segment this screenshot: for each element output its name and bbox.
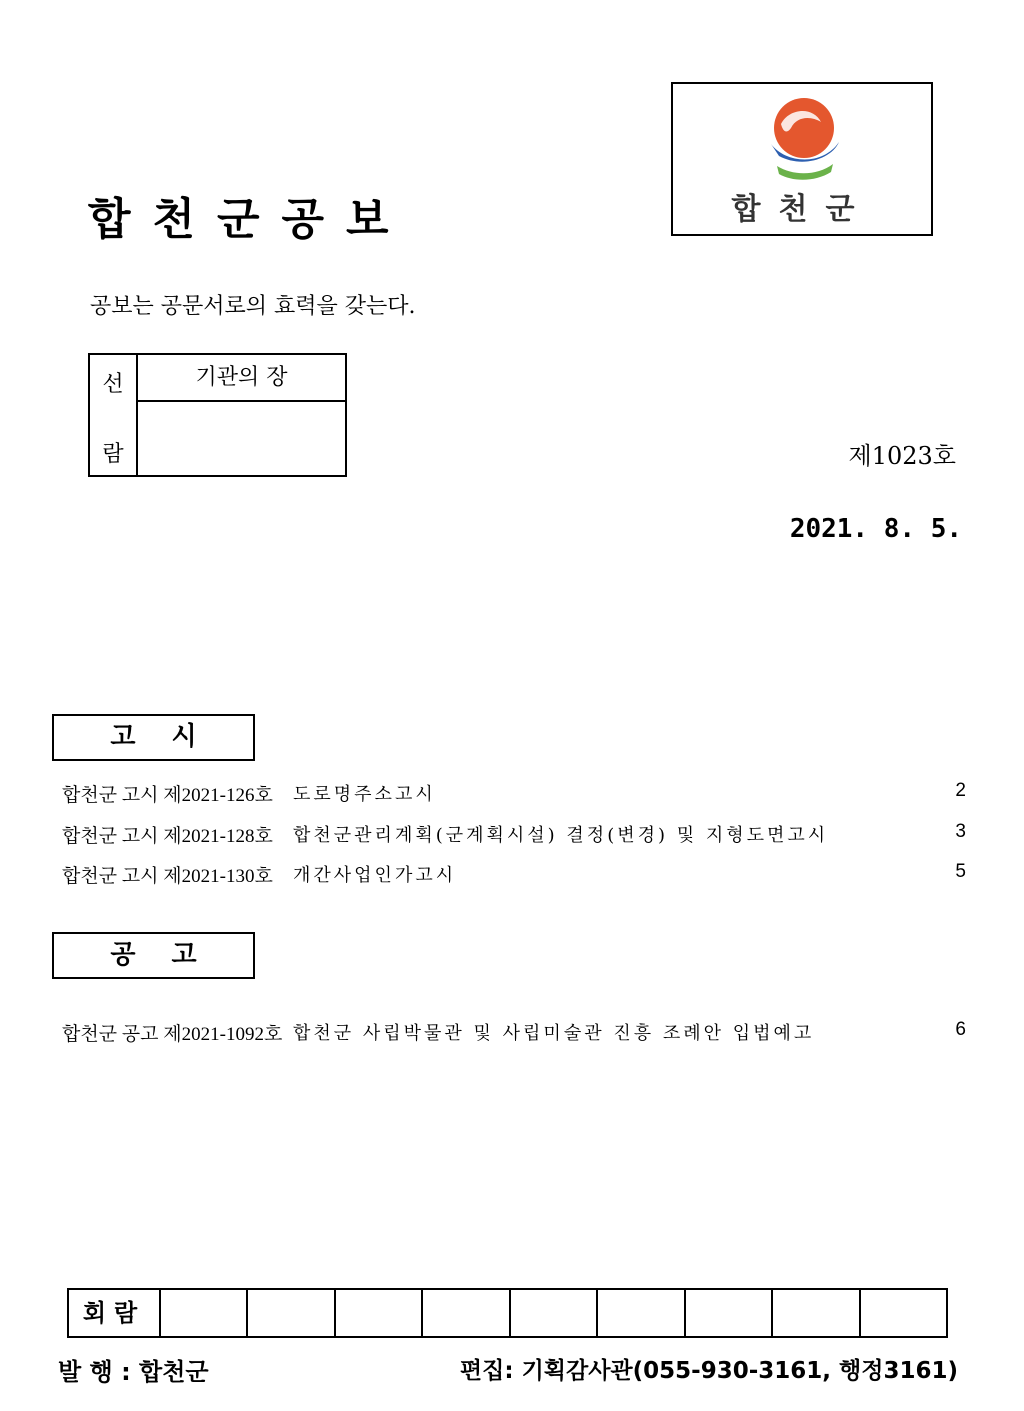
notice-item bbox=[62, 821, 966, 847]
circulation-cell bbox=[773, 1290, 860, 1336]
announcement-page: 6 bbox=[955, 1019, 966, 1040]
circulation-table bbox=[67, 1288, 948, 1338]
notice-item bbox=[62, 780, 966, 806]
circulation-cell bbox=[248, 1290, 335, 1336]
announcements-section-header: 공고 bbox=[52, 932, 255, 979]
issue-date: 2021. 8. 5. bbox=[789, 514, 962, 544]
notice-item bbox=[62, 861, 966, 887]
announcement-title: 합천군 사립박물관 및 사립미술관 진흥 조례안 입법예고 bbox=[293, 1023, 815, 1044]
notice-page: 3 bbox=[955, 821, 966, 842]
notice-number: 합천군 고시 제2021-130호 bbox=[62, 866, 273, 887]
circulation-cell bbox=[161, 1290, 248, 1336]
notice-number: 합천군 고시 제2021-128호 bbox=[62, 826, 273, 847]
circulation-cell bbox=[336, 1290, 423, 1336]
announcement-number: 합천군 공고 제2021-1092호 bbox=[62, 1024, 283, 1045]
review-label-bottom: 람 bbox=[102, 442, 124, 467]
bulletin-title: 합천군공보 bbox=[88, 194, 411, 245]
review-box bbox=[88, 353, 347, 477]
circulation-label: 회람 bbox=[69, 1290, 161, 1336]
bulletin-subtitle: 공보는 공문서로의 효력을 갖는다. bbox=[90, 294, 416, 319]
circulation-cell bbox=[511, 1290, 598, 1336]
notice-title: 합천군관리계획(군계획시설) 결정(변경) 및 지형도면고시 bbox=[293, 825, 829, 846]
notice-number: 합천군 고시 제2021-126호 bbox=[62, 785, 273, 806]
notice-title: 개간사업인가고시 bbox=[293, 865, 457, 886]
notices-section-header: 고시 bbox=[52, 714, 255, 761]
review-header: 기관의 장 bbox=[138, 355, 345, 402]
circulation-cell bbox=[686, 1290, 773, 1336]
notice-page: 5 bbox=[955, 861, 966, 882]
publisher: 발 행 : 합천군 bbox=[58, 1358, 209, 1386]
county-emblem-icon bbox=[761, 94, 847, 184]
announcement-item bbox=[62, 1019, 966, 1045]
logo-text: 합천군 bbox=[731, 192, 873, 227]
notice-page: 2 bbox=[955, 780, 966, 801]
issue-number: 제1023호 bbox=[848, 442, 956, 470]
circulation-cell bbox=[598, 1290, 685, 1336]
editor-contact: 편집: 기획감사관(055-930-3161, 행정3161) bbox=[459, 1358, 958, 1384]
county-logo bbox=[671, 82, 933, 236]
notice-title: 도로명주소고시 bbox=[293, 784, 436, 805]
circulation-cell bbox=[423, 1290, 510, 1336]
circulation-cell bbox=[861, 1290, 946, 1336]
review-label-top: 선 bbox=[102, 372, 124, 397]
